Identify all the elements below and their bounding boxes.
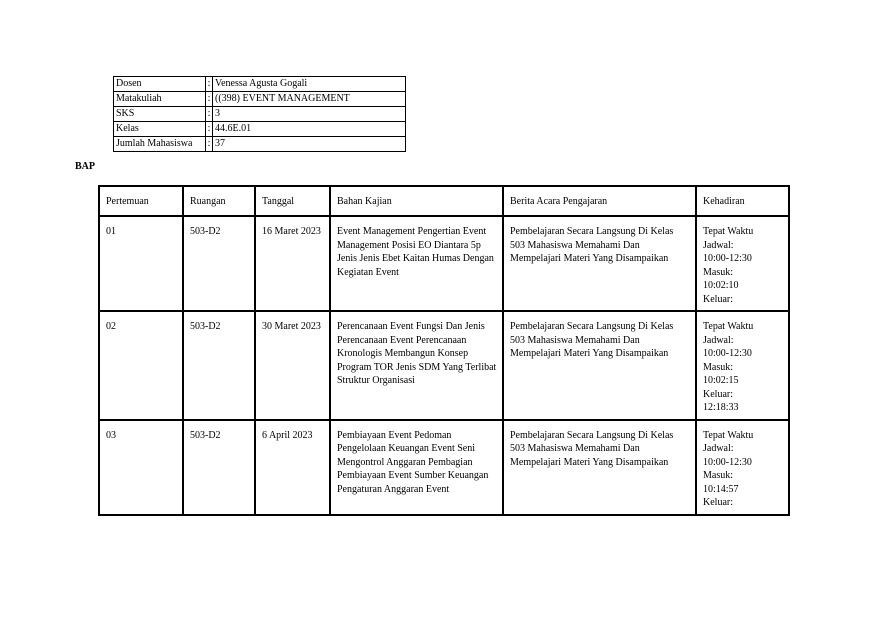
info-value: 44.6E.01 (213, 122, 406, 137)
info-row-matakuliah (114, 92, 406, 107)
kehadiran-keluar-label: Keluar: (703, 293, 733, 305)
cell-ruangan: 503-D2 (183, 216, 255, 311)
cell-bahan-kajian: Pembiayaan Event Pedoman Pengelolaan Keuangan Event Seni Mengontrol Anggaran Pembagian Pembiayaan Event Sumber Keuangan Pengaturan Anggaran Event (330, 420, 503, 515)
table-row (99, 216, 789, 311)
info-separator: : (206, 77, 213, 92)
header-pertemuan: Pertemuan (99, 186, 183, 216)
header-tanggal: Tanggal (255, 186, 330, 216)
cell-tanggal: 6 April 2023 (255, 420, 330, 515)
kehadiran-status: Tepat Waktu (703, 321, 754, 332)
cell-pertemuan: 01 (99, 216, 183, 311)
info-separator: : (206, 122, 213, 137)
info-value: ((398) EVENT MANAGEMENT (213, 92, 406, 107)
kehadiran-status: Tepat Waktu (703, 226, 754, 237)
kehadiran-keluar: 12:18:33 (703, 402, 739, 413)
cell-berita-acara: Pembelajaran Secara Langsung Di Kelas 503 Mahasiswa Memahami Dan Mempelajari Materi Yang Disampaikan (503, 216, 696, 311)
kehadiran-keluar-label: Keluar: (703, 388, 733, 400)
cell-pertemuan: 03 (99, 420, 183, 515)
table-row (99, 311, 789, 420)
cell-berita-acara: Pembelajaran Secara Langsung Di Kelas 503 Mahasiswa Memahami Dan Mempelajari Materi Yang Disampaikan (503, 420, 696, 515)
kehadiran-masuk: 10:02:15 (703, 375, 739, 386)
info-label: Dosen (114, 77, 206, 92)
info-value: Venessa Agusta Gogali (213, 77, 406, 92)
info-separator: : (206, 107, 213, 122)
course-info-table (113, 76, 406, 152)
kehadiran-masuk-label: Masuk: (703, 361, 733, 373)
kehadiran-keluar-label: Keluar: (703, 497, 733, 508)
bap-heading: BAP (75, 161, 95, 172)
kehadiran-jadwal: 10:00-12:30 (703, 348, 752, 359)
info-label: Jumlah Mahasiswa (114, 137, 206, 152)
header-ruangan: Ruangan (183, 186, 255, 216)
kehadiran-masuk: 10:02:10 (703, 280, 739, 291)
bap-header-row (99, 186, 789, 216)
kehadiran-masuk: 10:14:57 (703, 483, 739, 495)
kehadiran-jadwal: 10:00-12:30 (703, 456, 752, 468)
info-value: 3 (213, 107, 406, 122)
cell-kehadiran (696, 216, 789, 311)
cell-tanggal: 30 Maret 2023 (255, 311, 330, 420)
cell-ruangan: 503-D2 (183, 420, 255, 515)
info-separator: : (206, 92, 213, 107)
kehadiran-jadwal-label: Jadwal: (703, 334, 734, 346)
info-label: Matakuliah (114, 92, 206, 107)
cell-tanggal: 16 Maret 2023 (255, 216, 330, 311)
info-label: Kelas (114, 122, 206, 137)
cell-bahan-kajian: Event Management Pengertian Event Management Posisi EO Diantara 5p Jenis Jenis Ebet Kaitan Humas Dengan Kegiatan Event (330, 216, 503, 311)
cell-ruangan: 503-D2 (183, 311, 255, 420)
cell-bahan-kajian: Perencanaan Event Fungsi Dan Jenis Perencanaan Event Perencanaan Kronologis Membangun Konsep Program TOR Jenis SDM Yang Terlibat Struktur Organisasi (330, 311, 503, 420)
info-separator: : (206, 137, 213, 152)
bap-table (98, 185, 790, 516)
header-kehadiran: Kehadiran (696, 186, 789, 216)
kehadiran-jadwal-label: Jadwal: (703, 239, 734, 251)
header-berita-acara: Berita Acara Pengajaran (503, 186, 696, 216)
cell-kehadiran (696, 420, 789, 515)
kehadiran-status: Tepat Waktu (703, 429, 754, 441)
header-bahan-kajian: Bahan Kajian (330, 186, 503, 216)
cell-pertemuan: 02 (99, 311, 183, 420)
cell-berita-acara: Pembelajaran Secara Langsung Di Kelas 503 Mahasiswa Memahami Dan Mempelajari Materi Yang Disampaikan (503, 311, 696, 420)
table-row (99, 420, 789, 515)
info-row-kelas (114, 122, 406, 137)
cell-kehadiran (696, 311, 789, 420)
kehadiran-masuk-label: Masuk: (703, 266, 733, 278)
info-row-sks (114, 107, 406, 122)
kehadiran-jadwal: 10:00-12:30 (703, 253, 752, 264)
kehadiran-masuk-label: Masuk: (703, 470, 733, 481)
info-value: 37 (213, 137, 406, 152)
kehadiran-jadwal-label: Jadwal: (703, 443, 734, 454)
info-row-dosen (114, 77, 406, 92)
info-label: SKS (114, 107, 206, 122)
info-row-jumlah-mahasiswa (114, 137, 406, 152)
